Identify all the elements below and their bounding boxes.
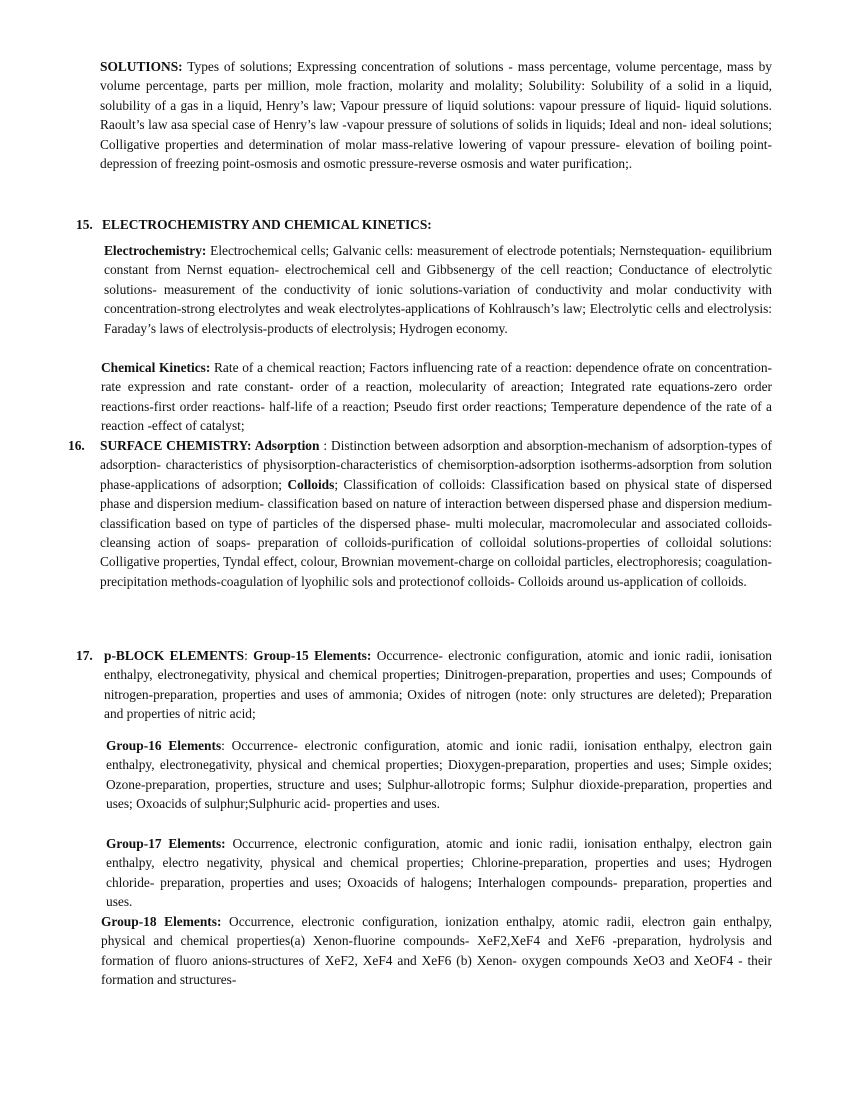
solutions-paragraph — [100, 57, 772, 173]
colloids-text: ; Classification of colloids: Classification based on physical state of dispersed phase and dispersion medium- classification based on nature of interaction between dispersed phase and dispersion medium- classification based on type of particles of the dispersed phase- multi molecular, macromolecular and associated colloids- cleansing action of soaps- preparation of colloids-purification of colloidal solutions-properties of colloidal solutions: Colligative properties, Tyndal effect, colour, Brownian movement-charge on colloidal particles, electrophoresis; coagulation-precipitation methods-coagulation of lyophilic sols and protectionof colloids- Colloids around us-application of colloids. — [100, 476, 772, 589]
chemical-kinetics-paragraph — [101, 358, 772, 436]
group-17-title: Group-17 Elements: — [106, 836, 226, 851]
surface-chemistry-paragraph — [100, 436, 772, 591]
electrochemistry-text: Electrochemical cells; Galvanic cells: measurement of electrode potentials; Nernstequation- equilibrium constant from Nernst equation- electrochemical cell and Gibbsenergy of the cell reaction; Conductance of electrolytic solutions- measurement of the conductivity of ionic solutions-variation of conductivity and molar conductivity with concentration-strong electrolytes and weak electrolytes-applications of Kohlrausch’s law; Electrolytic cells and electrolysis: Faraday’s laws of electrolysis-products of electrolysis; Hydrogen economy. — [104, 243, 772, 336]
electrochemistry-paragraph — [104, 241, 772, 338]
adsorption-text: : Distinction between adsorption and absorption-mechanism of adsorption-types of adsorption- characteristics of physisorption-characteristics of chemisorption-adsorption isotherms-adsorption from solution phase-applications of adsorption; — [100, 438, 772, 492]
group-16-paragraph — [106, 736, 772, 814]
group-18-text: Occurrence, electronic configuration, ionization enthalpy, atomic radii, electron gain enthalpy, physical and chemical properties(a) Xenon-fluorine compounds- XeF2,XeF4 and XeF6 -preparation, hydrolysis and formation of fluoro anions-structures of XeF2, XeF4 and XeF6 (b) Xenon- oxygen compounds XeO3 and XeOF4 - their formation and structures- — [101, 914, 772, 988]
group-18-paragraph — [101, 912, 772, 990]
group-17-text: Occurrence, electronic configuration, atomic and ionic radii, ionisation enthalpy, electron gain enthalpy, electro negativity, physical and chemical properties; Chlorine-preparation, properties and uses; Hydrogen chloride- preparation, properties and uses; Oxoacids of halogens; Interhalogen compounds- preparation, properties and uses. — [106, 836, 772, 910]
chemical-kinetics-title: Chemical Kinetics: — [101, 360, 211, 375]
group-15-text: Occurrence- electronic configuration, atomic and ionic radii, ionisation enthalpy, electronegativity, physical and chemical properties; Dinitrogen-preparation, properties and uses; Compounds of nitrogen-preparation, properties and uses of ammonia; Oxides of nitrogen (note: only structures are deleted); Preparation and properties of nitric acid; — [104, 648, 772, 722]
group-16-title: Group-16 Elements — [106, 738, 222, 753]
solutions-text: Types of solutions; Expressing concentration of solutions - mass percentage, volume percentage, mass by volume percentage, parts per million, mole fraction, molarity and molality; Solubility: Solubility of a solid in a liquid, solubility of a gas in a liquid, Henry’s law; Vapour pressure of liquid solutions: vapour pressure of liquid- liquid solutions. Raoult’s law asa special case of Henry’s law -vapour pressure of solutions of solids in liquids; Ideal and non- ideal solutions; Colligative properties and determination of molar mass-relative lowering of vapour pressure- elevation of boiling point-depression of freezing point-osmosis and osmotic pressure-reverse osmosis and water purification;. — [100, 59, 772, 172]
p-block-heading: p-BLOCK ELEMENTS — [104, 648, 245, 663]
colloids-title: Colloids — [287, 476, 335, 492]
group-15-paragraph — [104, 646, 772, 724]
surface-chemistry-heading: SURFACE CHEMISTRY: Adsorption — [100, 438, 320, 453]
solutions-title: SOLUTIONS: — [100, 59, 183, 74]
section-16-number: 16. — [68, 438, 85, 453]
electrochemistry-title: Electrochemistry: — [104, 243, 207, 258]
group-16-text: : Occurrence- electronic configuration, atomic and ionic radii, ionisation enthalpy, electron gain enthalpy, electronegativity, physical and chemical properties; Dioxygen-preparation, properties and uses; Simple oxides; Ozone-preparation, properties, structure and uses; Sulphur-allotropic forms; Sulphur dioxide-preparation, properties and uses; Oxoacids of sulphur;Sulphuric acid- properties and uses. — [106, 738, 772, 812]
section-15-heading-text: ELECTROCHEMISTRY AND CHEMICAL KINETICS: — [102, 217, 432, 232]
p-block-separator: : — [244, 648, 254, 663]
section-17-number: 17. — [76, 648, 93, 663]
section-15-number: 15. — [76, 217, 93, 232]
group-17-paragraph — [106, 834, 772, 912]
chemical-kinetics-text: Rate of a chemical reaction; Factors influencing rate of a reaction: dependence ofrate on concentration- rate expression and rate constant- order of a reaction, molecularity of areaction; Integrated rate equations-zero order reactions-first order reactions- half-life of a reaction; Pseudo first order reactions; Temperature dependence of the rate of a reaction -effect of catalyst; — [101, 360, 773, 434]
group-18-title: Group-18 Elements: — [101, 914, 222, 929]
group-15-title: Group-15 Elements: — [253, 648, 372, 663]
section-15-heading — [102, 215, 432, 234]
